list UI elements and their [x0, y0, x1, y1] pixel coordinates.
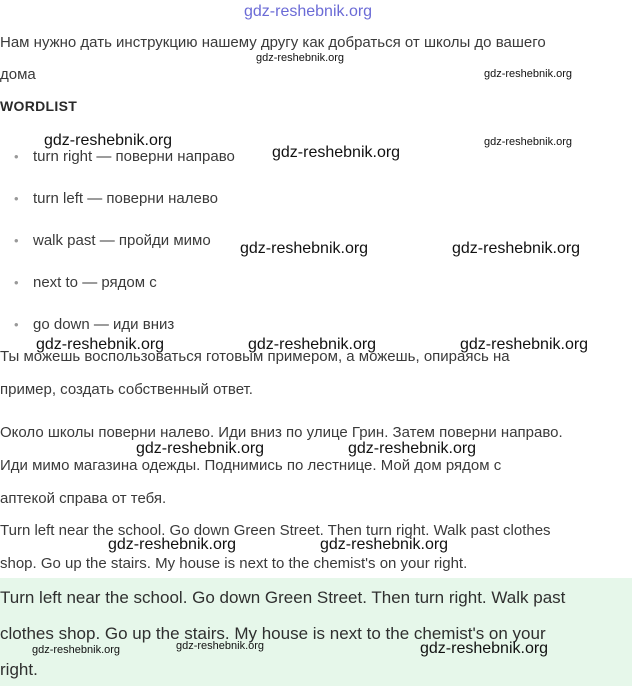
wordlist-heading: WORDLIST: [0, 98, 78, 114]
english-line-2: shop. Go up the stairs. My house is next to the chemist's on your right.: [0, 555, 468, 572]
watermark: gdz-reshebnik.org: [320, 536, 449, 553]
hint-line-1: Ты можешь воспользоваться готовым примером, а можешь, опираясь на: [0, 348, 510, 365]
wordlist-item: [14, 316, 174, 333]
bullet-icon: •: [14, 149, 19, 164]
bullet-icon: •: [14, 275, 19, 290]
watermark: gdz-reshebnik.org: [136, 440, 265, 457]
russian-line-3: аптекой справа от тебя.: [0, 490, 167, 507]
watermark: gdz-reshebnik.org: [484, 136, 573, 148]
watermark: gdz-reshebnik.org: [484, 68, 573, 80]
wordlist-item-text: turn left — поверни налево: [33, 190, 219, 207]
watermark: gdz-reshebnik.org: [240, 240, 369, 257]
watermark: gdz-reshebnik.org: [108, 536, 237, 553]
wordlist-item-text: turn right — поверни направо: [33, 148, 235, 165]
intro-line-1: Нам нужно дать инструкцию нашему другу как добраться от школы до вашего: [0, 34, 546, 51]
watermark: gdz-reshebnik.org: [176, 640, 265, 652]
russian-line-1: Около школы поверни налево. Иди вниз по улице Грин. Затем поверни направо.: [0, 424, 563, 441]
bullet-icon: •: [14, 191, 19, 206]
wordlist-item-text: go down — иди вниз: [33, 316, 175, 333]
watermark: gdz-reshebnik.org: [36, 336, 165, 353]
watermark: gdz-reshebnik.org: [248, 336, 377, 353]
wordlist-item-text: walk past — пройди мимо: [33, 232, 211, 249]
english-line-1: Turn left near the school. Go down Green Street. Then turn right. Walk past clothes: [0, 522, 551, 539]
watermark: gdz-reshebnik.org: [420, 640, 549, 657]
wordlist-item: [14, 190, 218, 207]
bullet-icon: •: [14, 317, 19, 332]
answer-line-1: Turn left near the school. Go down Green Street. Then turn right. Walk past: [0, 588, 566, 607]
watermark: gdz-reshebnik.org: [452, 240, 581, 257]
bullet-icon: •: [14, 233, 19, 248]
watermark-top: gdz-reshebnik.org: [244, 3, 373, 20]
answer-box: [0, 578, 632, 686]
hint-line-2: пример, создать собственный ответ.: [0, 381, 253, 398]
answer-line-2: clothes shop. Go up the stairs. My house is next to the chemist's on your: [0, 624, 546, 643]
wordlist-item-text: next to — рядом с: [33, 274, 157, 291]
wordlist-item: [14, 148, 235, 165]
answer-line-3: right.: [0, 660, 38, 679]
watermark: gdz-reshebnik.org: [32, 644, 121, 656]
watermark: gdz-reshebnik.org: [272, 144, 401, 161]
intro-line-2: дома: [0, 66, 36, 83]
watermark: gdz-reshebnik.org: [348, 440, 477, 457]
watermark: gdz-reshebnik.org: [256, 52, 345, 64]
russian-line-2: Иди мимо магазина одежды. Поднимись по лестнице. Мой дом рядом с: [0, 457, 502, 474]
watermark: gdz-reshebnik.org: [460, 336, 589, 353]
wordlist-item: [14, 232, 211, 249]
watermark: gdz-reshebnik.org: [44, 132, 173, 149]
wordlist-item: [14, 274, 157, 291]
